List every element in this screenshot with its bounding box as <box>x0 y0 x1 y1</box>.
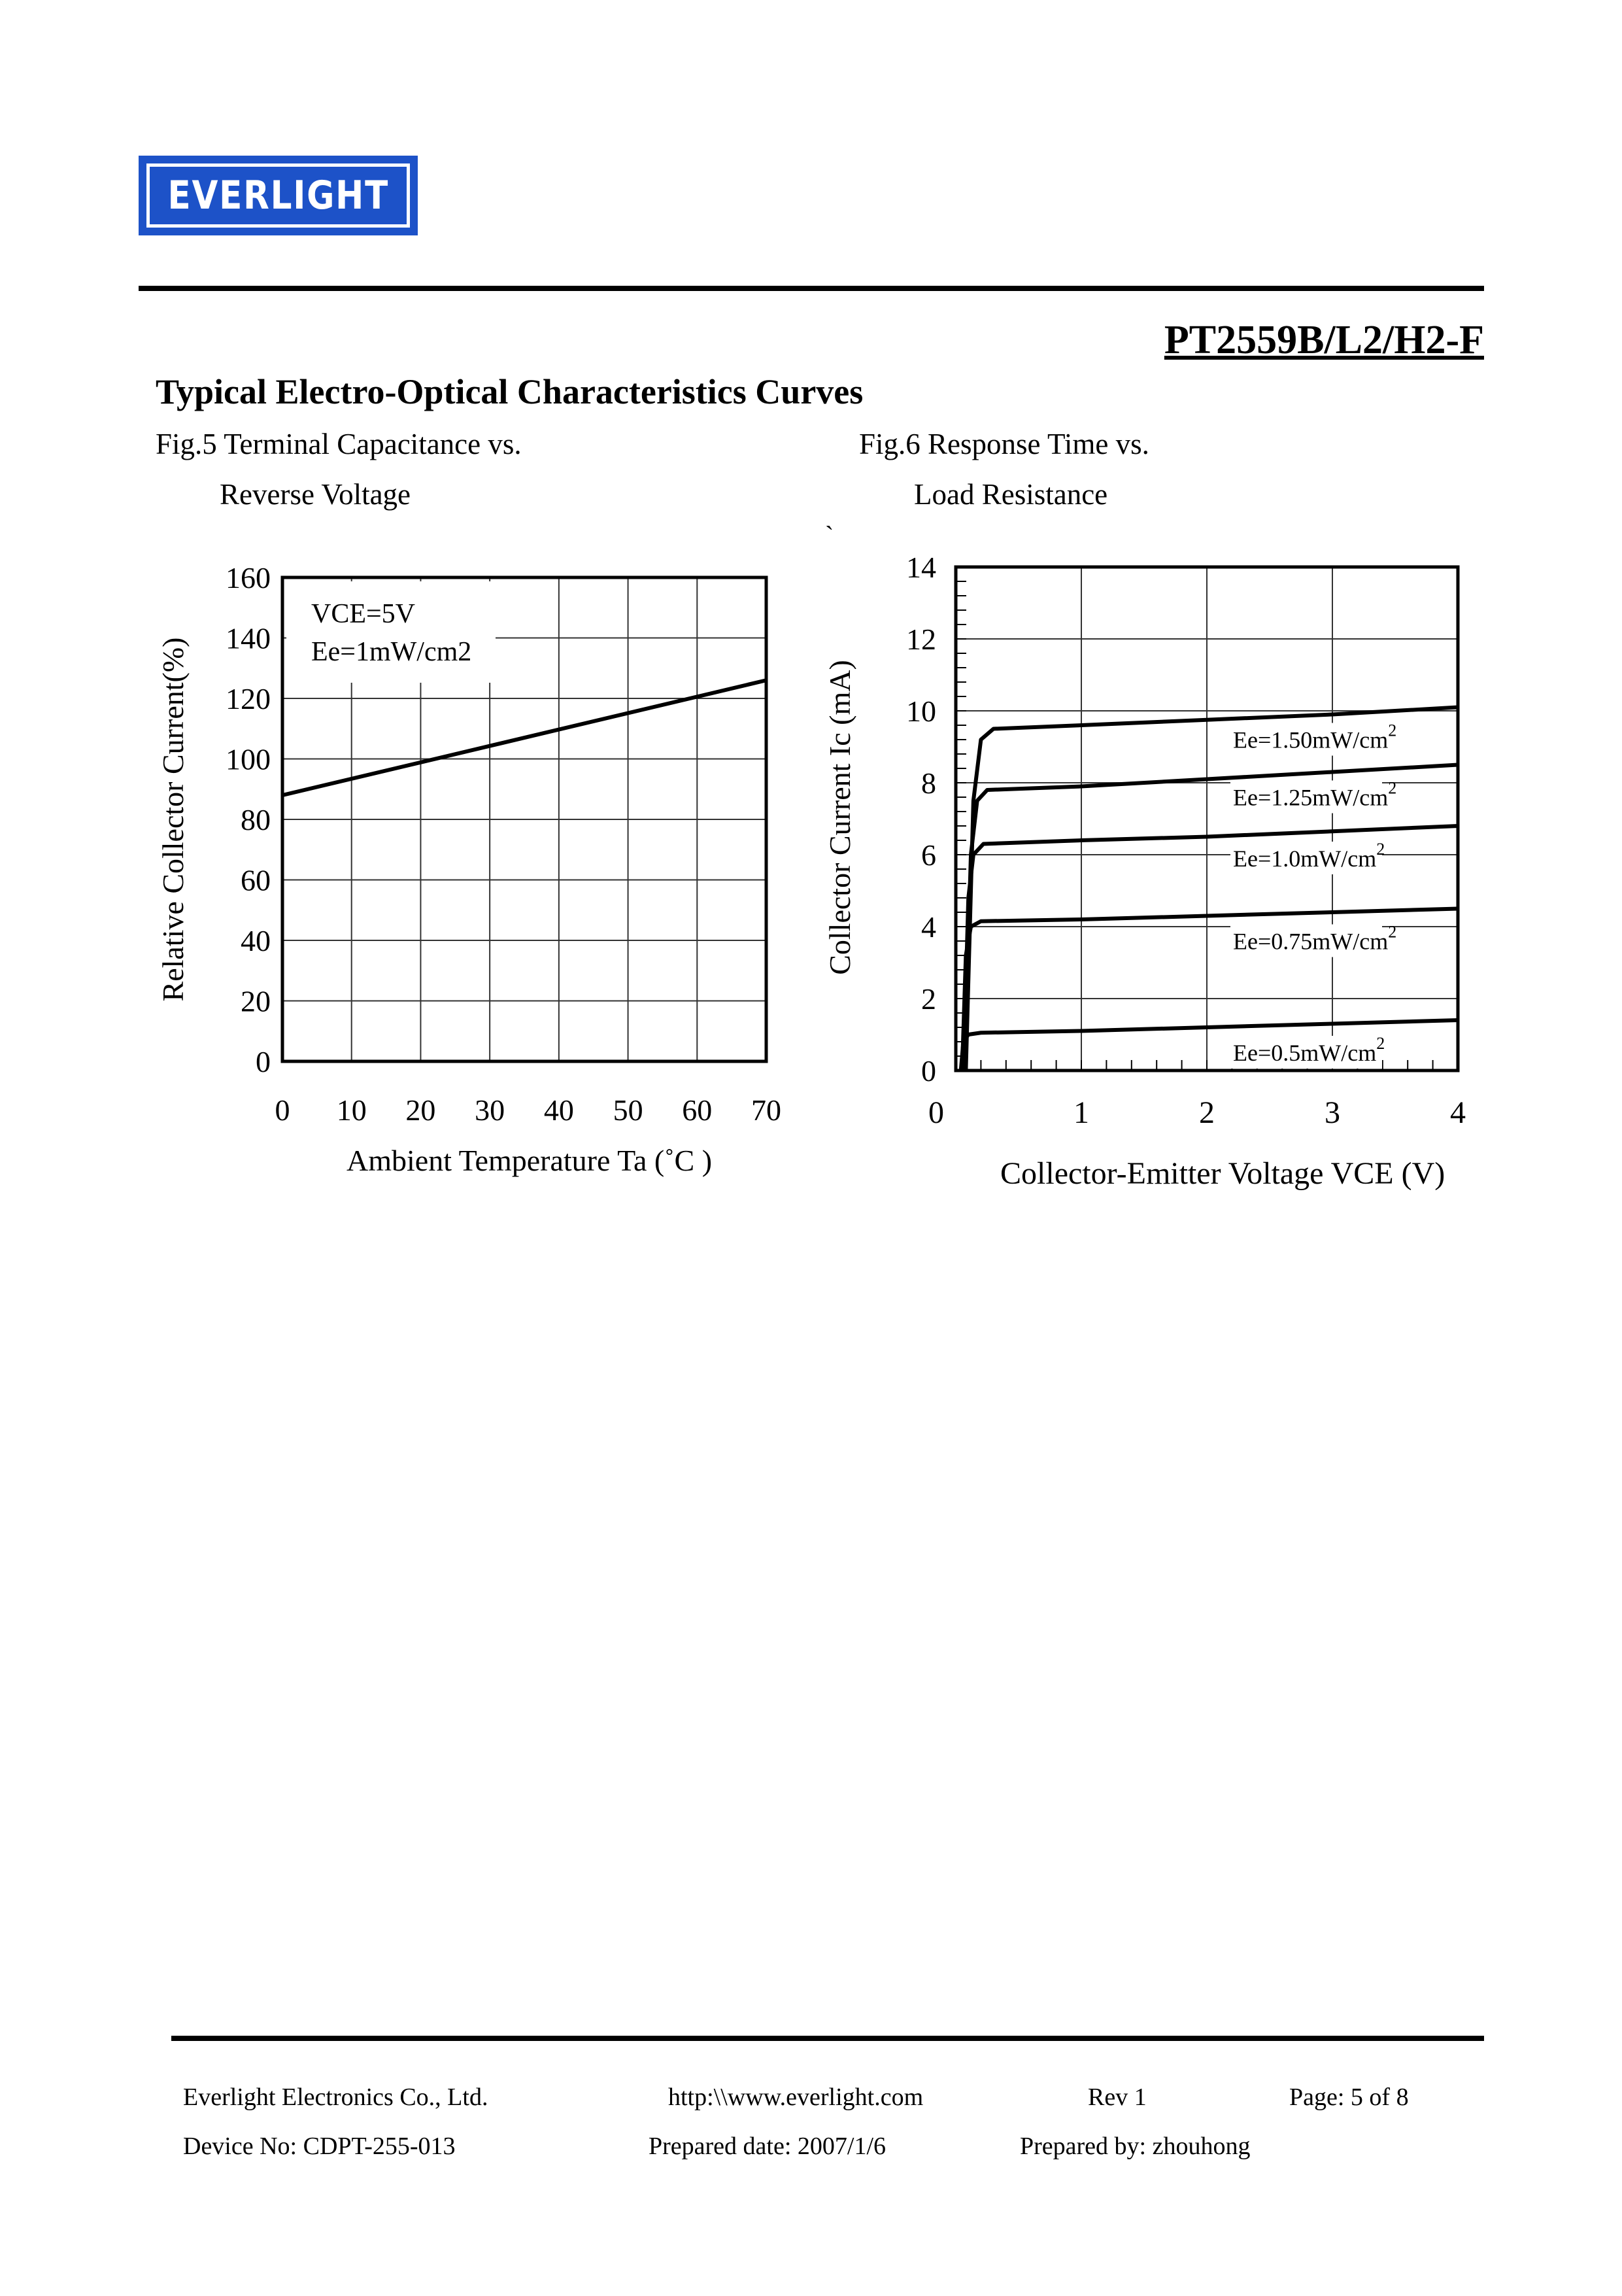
fig6-xtick-label: 3 <box>1325 1095 1340 1130</box>
footer-prepared-by: Prepared by: zhouhong <box>1020 2133 1251 2160</box>
fig6-ytick-label: 14 <box>906 551 936 584</box>
fig5-xtick-label: 30 <box>475 1093 505 1127</box>
fig6-xtick-label: 1 <box>1073 1095 1089 1130</box>
footer-rev: Rev 1 <box>1088 2083 1147 2111</box>
fig5-ytick-label: 20 <box>241 984 271 1018</box>
fig6-caption-line2: Load Resistance <box>914 478 1108 511</box>
logo-text: EVERLIGHT <box>167 173 389 218</box>
footer-device-no: Device No: CDPT-255-013 <box>183 2133 456 2160</box>
fig6-xtick-label: 2 <box>1199 1095 1215 1130</box>
stray-mark: ` <box>825 521 834 550</box>
fig5-ytick-label: 140 <box>226 621 271 655</box>
fig5-xtick-label: 10 <box>336 1093 367 1127</box>
fig5-xtick-label: 0 <box>275 1093 290 1127</box>
fig5-ytick-label: 100 <box>226 742 271 776</box>
fig6-ylabel: Collector Current Ic (mA) <box>823 660 856 975</box>
fig5-xlabel: Ambient Temperature Ta (˚C ) <box>346 1144 713 1177</box>
footer-prepared-date: Prepared date: 2007/1/6 <box>649 2133 887 2160</box>
fig5-annotation-ee: Ee=1mW/cm2 <box>311 637 472 667</box>
fig5-ytick-label: 60 <box>241 863 271 897</box>
footer-url[interactable]: http:\\www.everlight.com <box>668 2083 924 2111</box>
fig5-ytick-label: 40 <box>241 924 271 957</box>
section-title: Typical Electro-Optical Characteristics Curves <box>156 372 864 411</box>
fig5-xtick-label: 40 <box>543 1093 574 1127</box>
fig6-series-label-superscript: 2 <box>1376 1034 1385 1053</box>
fig6-ytick-label: 8 <box>921 766 936 800</box>
fig6-ytick-label: 2 <box>921 982 936 1016</box>
fig6-series-label: $Ee=0.5mW/cm^2$ <box>1233 1034 1385 1066</box>
fig5-ytick-label: 120 <box>226 682 271 715</box>
fig6-series-label: $Ee=0.75mW/cm^2$ <box>1233 922 1397 955</box>
fig5-annotation-vce: VCE=5V <box>311 599 416 629</box>
footer-company: Everlight Electronics Co., Ltd. <box>183 2083 488 2111</box>
fig5-xtick-label: 60 <box>682 1093 713 1127</box>
fig5-ytick-label: 160 <box>226 561 271 594</box>
fig5-caption-line1: Fig.5 Terminal Capacitance vs. <box>156 428 522 460</box>
fig6-series-label-superscript: 2 <box>1388 721 1397 740</box>
fig5-ylabel: Relative Collector Current(%) <box>156 637 190 1002</box>
fig5-ytick-label: 0 <box>256 1045 271 1078</box>
fig6-xtick-label: 0 <box>928 1095 944 1130</box>
fig6-ytick-label: 4 <box>921 910 936 944</box>
fig6-series-label-superscript: 2 <box>1376 840 1385 859</box>
fig6-ytick-label: 6 <box>921 838 936 872</box>
fig6-xtick-label: 4 <box>1450 1095 1466 1130</box>
fig5-xtick-label: 20 <box>405 1093 436 1127</box>
fig5-xtick-label: 50 <box>613 1093 643 1127</box>
fig6-series-label: $Ee=1.0mW/cm^2$ <box>1233 840 1385 872</box>
fig6-caption-line1: Fig.6 Response Time vs. <box>859 428 1149 460</box>
fig6-series-label-superscript: 2 <box>1388 922 1397 942</box>
fig6-series-label-superscript: 2 <box>1388 778 1397 798</box>
fig6-series-line <box>966 708 1458 1071</box>
fig6-ytick-label: 12 <box>906 623 936 656</box>
fig5-xtick-label: 70 <box>751 1093 781 1127</box>
fig6-series-label: $Ee=1.25mW/cm^2$ <box>1233 778 1397 811</box>
footer-page: Page: 5 of 8 <box>1289 2083 1409 2111</box>
fig6-ytick-label: 10 <box>906 694 936 728</box>
fig5-ytick-label: 80 <box>241 803 271 836</box>
document-title: PT2559B/L2/H2-F <box>1164 318 1484 362</box>
fig6-xlabel: Collector-Emitter Voltage VCE (V) <box>1000 1156 1445 1191</box>
fig5-caption-line2: Reverse Voltage <box>220 478 411 511</box>
fig6-ytick-label: 0 <box>921 1054 936 1088</box>
fig6-series-label: $Ee=1.50mW/cm^2$ <box>1233 721 1397 753</box>
footer-rule <box>171 2036 1484 2041</box>
